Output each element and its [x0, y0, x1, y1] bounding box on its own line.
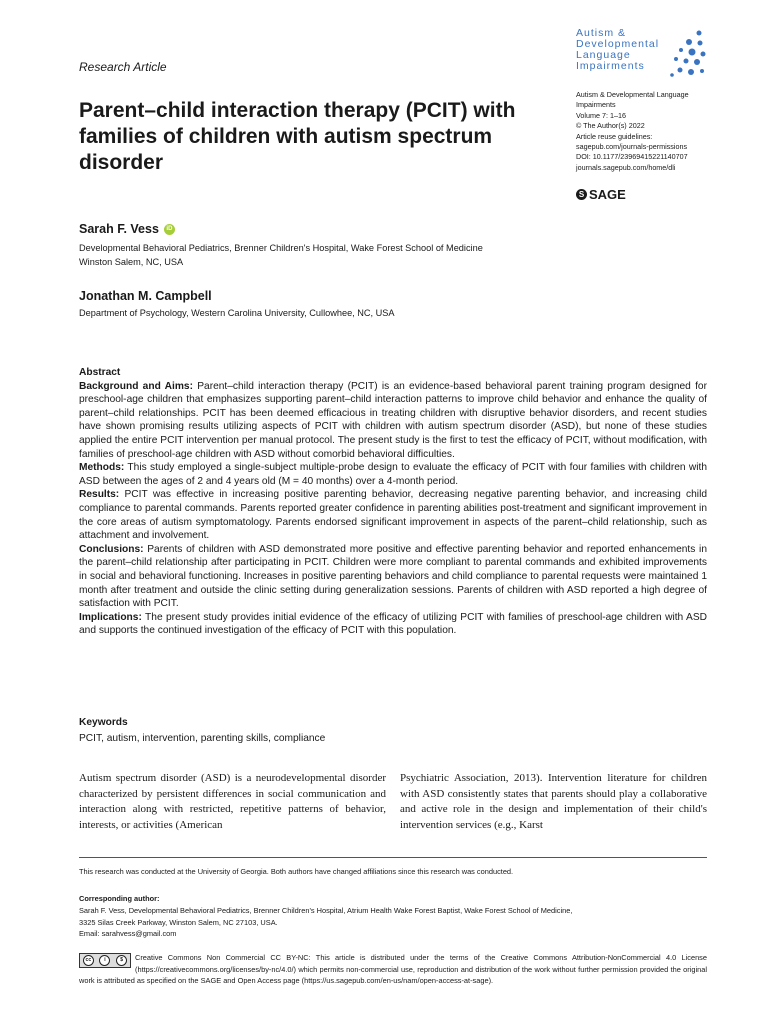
- license-notice: [79, 952, 707, 987]
- affiliation-line: Developmental Behavioral Pediatrics, Brenner Children's Hospital, Wake Forest School of Medicine: [79, 243, 483, 253]
- abstract-section-implications: [79, 611, 707, 638]
- author-name: Sarah F. Vess: [79, 222, 159, 236]
- corresponding-author-heading: Corresponding author:: [79, 894, 160, 903]
- doi-link[interactable]: DOI: 10.1177/23969415221140707: [576, 152, 688, 162]
- journal-home-link[interactable]: journals.sagepub.com/home/dli: [576, 162, 676, 172]
- journal-info: [576, 90, 726, 173]
- abstract-section-results: [79, 488, 707, 542]
- section-text: PCIT was effective in increasing positive parenting behavior, decreasing negative parenting behavior, and increasing child compliance to parental commands. Parents reported greater confidence in parenting abilities post-treatment and significant improvement in the core areas of autism symptomatology. Parents endorsed significant improvement in aspects of the parent–child relationship, such as attachment and involvement.: [79, 489, 707, 542]
- journal-logo-line: Language: [576, 49, 631, 61]
- keywords-heading: Keywords: [79, 717, 128, 728]
- affiliation-line: Winston Salem, NC, USA: [79, 257, 184, 267]
- abstract-heading: Abstract: [79, 367, 121, 378]
- section-text: This study employed a single-subject multiple-probe design to evaluate the efficacy of PCIT with four families with children with ASD between the ages of 2 and 4 years old (M = 40 months) over a 4-month period.: [79, 462, 707, 487]
- body-column-left: Autism spectrum disorder (ASD) is a neurodevelopmental disorder characterized by persistent differences in social communication and interaction along with restricted, repetitive patterns of behavior, interests, or activities (American: [79, 772, 386, 831]
- keywords-list: PCIT, autism, intervention, parenting skills, compliance: [79, 733, 326, 744]
- section-label: Results:: [79, 489, 120, 501]
- orcid-icon[interactable]: iD: [164, 224, 175, 235]
- journal-logo-line: Autism &: [576, 27, 627, 39]
- journal-info-line: Impairments: [576, 100, 616, 110]
- abstract-section-background: [79, 380, 707, 462]
- sage-s-icon: S: [576, 189, 587, 200]
- footnote-divider: [79, 857, 707, 858]
- abstract-section-conclusions: [79, 543, 707, 611]
- license-text: Creative Commons Non Commercial CC BY-NC: This article is distributed under the terms of the Creative Commons Attribution-NonCommercial 4.0 License (https://creativecommons.org/licenses/by-nc/4.0/) which permits non-commercial use, reproduction and distribution of the work without further permission provided the original work is attributed as specified on the SAGE and Open Access page (https://us.sagepub.com/en-us/nam/open-access-at-sage).: [79, 953, 707, 986]
- by-icon: i: [99, 955, 110, 966]
- abstract-section-methods: [79, 461, 707, 488]
- author-name: Jonathan M. Campbell: [79, 289, 212, 303]
- section-text: The present study provides initial evidence of the efficacy of utilizing PCIT with families of preschool-age children with ASD and supports the continued investigation of the efficacy of PCIT with this population.: [79, 611, 707, 637]
- body-column-right: Psychiatric Association, 2013). Intervention literature for children with ASD consistently states that parents should play a collaborative and active role in the design and implementation of their child's intervention services (e.g., Karst: [400, 772, 707, 831]
- research-note: This research was conducted at the University of Georgia. Both authors have changed affiliations since this research was conducted.: [79, 867, 514, 876]
- journal-info-line: Autism & Developmental Language: [576, 90, 689, 99]
- section-text: Parents of children with ASD demonstrated more positive and effective parenting behavior and reported enhancements in the parent–child relationship after participating in PCIT. Children were more compliant to parental commands and exhibited improvements in social and behavioral functioning. Increases in positive parenting behaviors and child compliance to parental requests were maintained 1 month after treatment and outside the clinic setting during generalization sessions. Parents of children with ASD reported a high degree of satisfaction with PCIT.: [79, 543, 707, 610]
- nc-icon: $: [116, 955, 127, 966]
- publisher-logo: [576, 187, 626, 202]
- journal-logo-line: Developmental: [576, 38, 660, 50]
- abstract: [79, 366, 707, 638]
- corresponding-email[interactable]: Email: sarahvess@gmail.com: [79, 929, 177, 939]
- journal-info-line: Volume 7: 1–16: [576, 110, 626, 120]
- section-label: Conclusions:: [79, 543, 144, 555]
- author-2-affiliation: [79, 306, 395, 320]
- cc-icon: cc: [83, 955, 94, 966]
- keywords: [79, 715, 707, 747]
- corresponding-line: Sarah F. Vess, Developmental Behavioral Pediatrics, Brenner Children's Hospital, Atrium Health Wake Forest Baptist, Wake Forest School of Medicine,: [79, 906, 573, 915]
- cc-by-nc-badge-icon[interactable]: [79, 953, 131, 968]
- article-title: Parent–child interaction therapy (PCIT) with families of children with autism spectrum disorder: [79, 99, 516, 174]
- journal-logo-text: [576, 28, 672, 72]
- article-type: Research Article: [79, 60, 167, 74]
- journal-permissions-link[interactable]: sagepub.com/journals-permissions: [576, 142, 688, 152]
- corresponding-line: 3325 Silas Creek Parkway, Winston Salem, NC 27103, USA.: [79, 917, 278, 927]
- publisher-name: SAGE: [589, 187, 626, 202]
- journal-info-line: Article reuse guidelines:: [576, 131, 653, 141]
- journal-logo-line: Impairments: [576, 60, 645, 72]
- affiliation-line: Department of Psychology, Western Carolina University, Cullowhee, NC, USA: [79, 308, 395, 318]
- author-1-affiliation: [79, 241, 483, 269]
- section-text: Parent–child interaction therapy (PCIT) is an evidence-based behavioral parent training program designed for preschool-age children that emphasizes supporting parent–child interaction patterns to improve child behavior and enhance the quality of parent–child relationships. PCIT has been deemed efficacious in treating children with disruptive behavior disorders, and recent studies have shown promising results utilizing aspects of PCIT with children with autism spectrum disorder (ASD), but none of these studies applied the entire PCIT intervention per manual protocol. The present study is the first to test the efficacy of PCIT, without modification, with families of preschool-age children with ASD without comorbid behavioral difficulties.: [79, 380, 707, 460]
- corresponding-author-details: [79, 905, 707, 940]
- author-1: [79, 222, 175, 236]
- section-label: Background and Aims:: [79, 380, 193, 392]
- section-label: Methods:: [79, 462, 125, 474]
- journal-info-line: © The Author(s) 2022: [576, 121, 645, 131]
- section-label: Implications:: [79, 611, 142, 623]
- journal-logo-dots-icon: [664, 28, 710, 82]
- author-2: [79, 289, 212, 303]
